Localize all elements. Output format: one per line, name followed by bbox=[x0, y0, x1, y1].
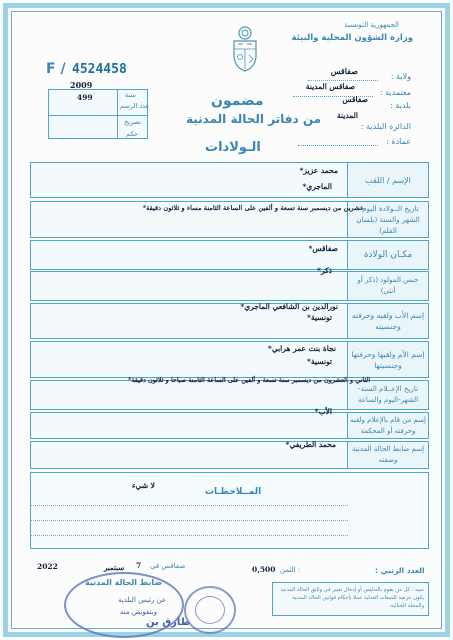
officer-row bbox=[30, 441, 429, 469]
footer-month: سبتمبر bbox=[104, 563, 125, 572]
declarant-row-label: إسم من قام بالإعلام ولقبه وحرفته أو المحكمة bbox=[347, 413, 428, 438]
serial-number: 4524458 bbox=[72, 62, 127, 77]
officer-signature-name: طارق بن bbox=[146, 617, 191, 628]
declaration-date-value: الثاني و العشرون من ديسمبر سنة تسعة و ألفين على الساعة الثامنة صباحا و ثلاثون دقيقة* bbox=[128, 376, 370, 384]
serial-prefix: F / bbox=[46, 61, 66, 77]
state-dotline bbox=[308, 80, 378, 81]
notes-line-3 bbox=[30, 535, 348, 536]
warning-box bbox=[272, 582, 429, 616]
footer-day: 7 bbox=[136, 561, 142, 570]
notes-box bbox=[30, 472, 429, 549]
delegation-label: معتمدية : bbox=[379, 88, 411, 97]
sex-value: ذكر* bbox=[317, 266, 332, 275]
record-number-label: عدد الرسم bbox=[120, 102, 150, 110]
section-title: الـولادات bbox=[205, 140, 261, 155]
father-row bbox=[30, 303, 429, 339]
birth-date-value: عشرين من ديسمبر سنة تسعة و ألفين على الساعة الثامنة مساء و ثلاثون دقيقة* bbox=[142, 204, 364, 212]
coat-of-arms-icon bbox=[229, 25, 261, 73]
officer-title-label: ضابط الحالة المدنية bbox=[85, 578, 163, 587]
register-number-label: العدد الرتبي : bbox=[375, 566, 425, 575]
last-name-value: الماجري* bbox=[302, 182, 332, 191]
mother-nationality-value: تونسية* bbox=[307, 357, 332, 366]
father-name-value: نورالدين بن الشافعي الماجري* bbox=[240, 302, 338, 311]
doc-subtitle: من دفاتر الحالة المدنية bbox=[186, 112, 322, 126]
official-stamp bbox=[64, 572, 184, 638]
birth-place-row-label: مكـان الولادة bbox=[347, 241, 428, 269]
declaration-date-row-label: تاريخ الإعــلام السنة-الشهر-اليوم والساعة bbox=[347, 381, 428, 409]
state-value: صفاقس bbox=[330, 66, 358, 76]
declarant-value: الأب* bbox=[314, 407, 332, 416]
father-nationality-value: تونسية* bbox=[307, 313, 332, 322]
mother-row bbox=[30, 341, 429, 378]
notes-value: لا شيء bbox=[132, 481, 155, 490]
record-number-value: 499 bbox=[77, 93, 93, 102]
republic-label: الجمهورية التونسية bbox=[344, 21, 399, 29]
name-row-label: الإسم / اللقب bbox=[347, 163, 428, 197]
officer-line-3: وبتفويض منه bbox=[120, 608, 157, 616]
state-label: ولاية : bbox=[390, 72, 411, 81]
officer-value: محمد الطريفي* bbox=[285, 440, 336, 449]
declaration-label: تصريح bbox=[124, 118, 142, 126]
officer-row-label: إسم ضابط الحالة المدنية وصفته bbox=[347, 442, 428, 468]
father-row-label: إسم الأب ولقبه وحرفته وجنسيته bbox=[347, 304, 428, 338]
district-value: المدينة bbox=[336, 111, 358, 120]
declaration-date-row bbox=[30, 376, 429, 410]
footer-place: صفاقس في bbox=[150, 562, 186, 570]
municipality-label: بلدية : bbox=[390, 101, 411, 110]
imada-label: عمادة : bbox=[386, 137, 411, 146]
year-value: 2009 bbox=[70, 80, 93, 90]
birth-place-value: صفاقس* bbox=[308, 244, 338, 253]
price-value: 0,500 bbox=[252, 565, 276, 574]
declarant-row bbox=[30, 407, 429, 439]
officer-line-2: عن رئيس البلدية bbox=[118, 596, 167, 604]
municipality-value: صفاقس bbox=[342, 95, 368, 104]
year-label: سنة bbox=[125, 91, 136, 99]
birth-place-row bbox=[30, 240, 429, 270]
sex-row-label: جنس المولود (ذكر أو أنثى) bbox=[347, 272, 428, 300]
sex-row bbox=[30, 266, 429, 301]
footer-year: 2022 bbox=[37, 562, 58, 571]
doc-title: مضمون bbox=[211, 93, 264, 109]
birth-date-row bbox=[30, 201, 429, 238]
birth-date-row-label: تاريخ الــولادة اليوم - الشهر والسنة (بلسان القلم) bbox=[347, 202, 428, 237]
notes-line-2 bbox=[30, 520, 348, 521]
first-name-value: محمد عزيز* bbox=[299, 166, 338, 175]
delegation-value: صفاقس المدينة bbox=[305, 82, 355, 91]
name-row bbox=[30, 162, 429, 198]
round-seal-inner bbox=[195, 596, 225, 624]
warning-text: تنبيه : كل من يقوم بالتدليس أو إدخال تغيير في وثائق الحالة المدنية يكون عرضة للتتبعات العدلية عملا بأحكام قوانين الحالة المدنية والمجلة الجنائية. bbox=[280, 587, 424, 609]
district-label: الدائرة البلدية : bbox=[360, 122, 411, 131]
mother-row-label: إسم الأم ولقبها وحرفتها وجنسيتها bbox=[347, 342, 428, 377]
notes-label: المــلاحظـات bbox=[205, 487, 262, 497]
notes-line-1 bbox=[30, 505, 348, 506]
ministry-label: وزارة الشؤون المحلية والبيئة bbox=[291, 33, 413, 43]
mother-name-value: نجاة بنت عمر هرابي* bbox=[267, 344, 336, 353]
imada-dotline bbox=[298, 145, 378, 146]
judgment-label: حكم bbox=[126, 130, 138, 138]
price-label: الثمن : bbox=[280, 566, 301, 574]
